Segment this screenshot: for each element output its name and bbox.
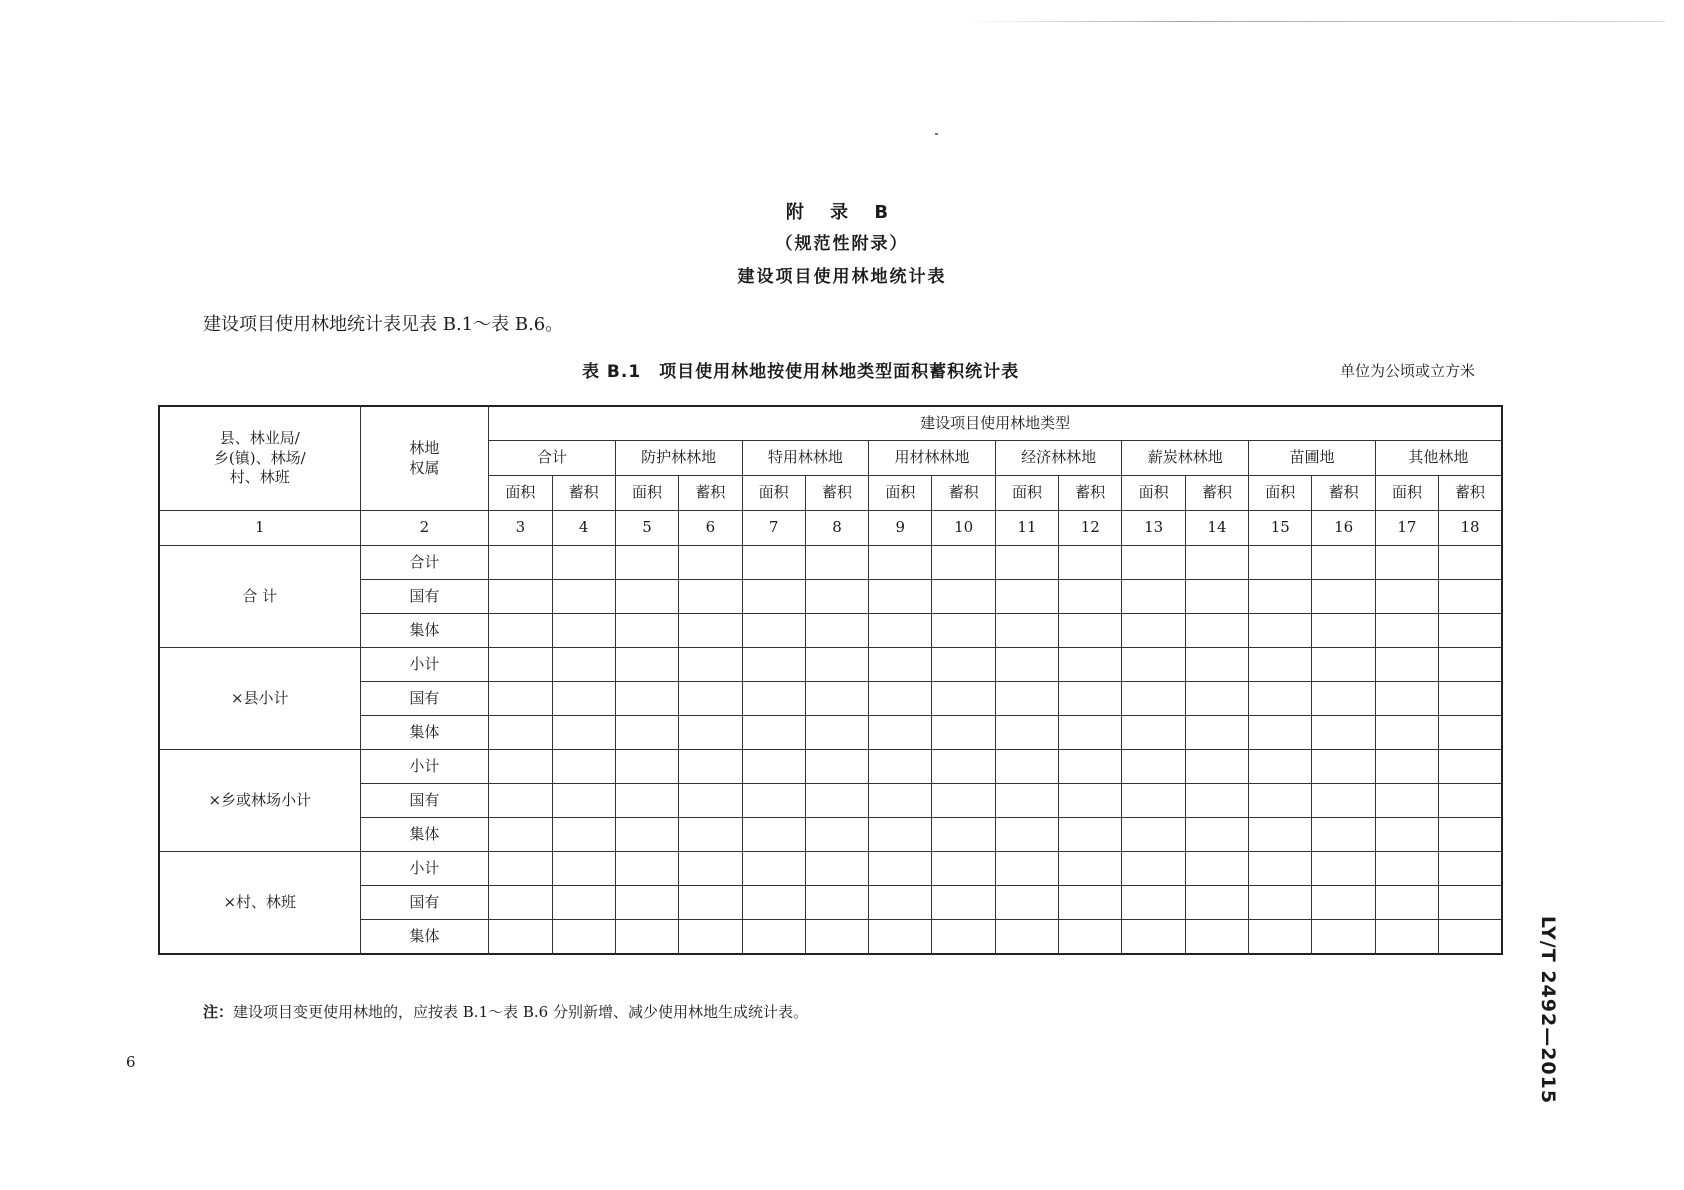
data-cell [1439,614,1502,648]
data-cell [932,716,995,750]
data-cell [932,852,995,886]
data-cell [1249,852,1312,886]
data-cell [1249,614,1312,648]
data-cell [1249,784,1312,818]
data-cell [679,614,742,648]
data-cell [1439,852,1502,886]
data-cell [1059,682,1122,716]
header-area: 面积 [1122,476,1185,511]
data-cell [552,580,615,614]
table-unit: 单位为公顷或立方米 [1340,362,1476,380]
data-cell [995,614,1058,648]
data-cell [932,682,995,716]
header-area: 面积 [742,476,805,511]
column-number: 7 [742,511,805,546]
data-cell [679,852,742,886]
table-row [159,920,1502,955]
data-cell [995,818,1058,852]
data-cell [869,580,932,614]
data-cell [995,580,1058,614]
data-cell [932,920,995,955]
data-cell [489,886,552,920]
data-cell [869,546,932,580]
data-cell [995,784,1058,818]
header-volume: 蓄积 [932,476,995,511]
data-cell [1375,818,1438,852]
data-cell [1122,716,1185,750]
data-cell [679,716,742,750]
data-cell [679,886,742,920]
header-area: 面积 [489,476,552,511]
data-cell [1185,614,1248,648]
appendix-subtitle: （规范性附录） [775,234,909,254]
data-cell [805,682,868,716]
data-cell [1249,682,1312,716]
column-number: 5 [615,511,678,546]
data-cell [489,852,552,886]
data-cell [1312,852,1375,886]
data-cell [489,920,552,955]
data-cell [1312,682,1375,716]
column-number: 4 [552,511,615,546]
row-ownership: 合计 [360,546,489,580]
data-cell [489,818,552,852]
data-cell [1185,546,1248,580]
data-cell [552,716,615,750]
data-cell [1312,818,1375,852]
header-volume: 蓄积 [1439,476,1502,511]
data-cell [489,546,552,580]
data-cell [679,818,742,852]
header-area: 面积 [995,476,1058,511]
data-cell [995,716,1058,750]
data-cell [805,648,868,682]
appendix-heading: 建设项目使用林地统计表 [737,267,947,287]
column-number: 6 [679,511,742,546]
data-cell [489,682,552,716]
column-number: 11 [995,511,1058,546]
data-cell [932,750,995,784]
column-number: 9 [869,511,932,546]
table-row [159,682,1502,716]
data-cell [1375,750,1438,784]
data-cell [1249,886,1312,920]
data-cell [1122,920,1185,955]
row-region-name: 合 计 [159,546,360,648]
row-ownership: 集体 [360,818,489,852]
data-cell [615,750,678,784]
table-row [159,546,1502,580]
data-cell [1439,648,1502,682]
data-cell [679,648,742,682]
data-cell [869,852,932,886]
data-cell [552,852,615,886]
data-cell [869,716,932,750]
data-cell [1059,648,1122,682]
data-cell [1059,920,1122,955]
data-cell [742,886,805,920]
data-cell [679,580,742,614]
data-cell [552,920,615,955]
header-area: 面积 [615,476,678,511]
data-cell [1249,716,1312,750]
header-area: 面积 [1375,476,1438,511]
header-line: 村、林班 [229,468,290,487]
data-cell [679,784,742,818]
column-number: 16 [1312,511,1375,546]
data-cell [1439,716,1502,750]
appendix-title: 附 录 B [785,202,899,223]
data-cell [805,852,868,886]
header-volume: 蓄积 [1185,476,1248,511]
data-cell [869,784,932,818]
column-number: 10 [932,511,995,546]
row-ownership: 集体 [360,716,489,750]
data-cell [742,784,805,818]
data-cell [1059,614,1122,648]
header-line: 乡(镇)、林场/ [213,448,306,467]
row-ownership: 小计 [360,852,489,886]
data-cell [1312,614,1375,648]
data-cell [995,682,1058,716]
data-cell [1375,614,1438,648]
row-ownership: 集体 [360,920,489,955]
column-number: 14 [1185,511,1248,546]
data-cell [552,614,615,648]
data-cell [742,648,805,682]
header-volume: 蓄积 [1312,476,1375,511]
header-group: 建设项目使用林地类型 [489,406,1502,441]
data-cell [742,852,805,886]
data-cell [805,580,868,614]
data-cell [995,546,1058,580]
data-cell [679,750,742,784]
data-cell [1375,580,1438,614]
data-cell [995,648,1058,682]
header-area: 面积 [1249,476,1312,511]
column-number: 3 [489,511,552,546]
table-row [159,614,1502,648]
data-cell [615,580,678,614]
data-cell [805,750,868,784]
data-cell [932,546,995,580]
data-cell [1185,852,1248,886]
table-row [159,716,1502,750]
data-cell [1122,852,1185,886]
data-cell [1185,886,1248,920]
data-cell [1185,920,1248,955]
data-cell [932,614,995,648]
data-cell [552,750,615,784]
header-volume: 蓄积 [679,476,742,511]
note-text: 建设项目变更使用林地的，应按表 B.1～表 B.6 分别新增、减少使用林地生成统计表。 [233,1003,808,1021]
data-cell [1312,716,1375,750]
data-cell [615,852,678,886]
data-cell [1439,886,1502,920]
row-region-name: ×县小计 [159,648,360,750]
data-cell [1122,580,1185,614]
column-number: 1 [159,511,360,546]
data-cell [1059,716,1122,750]
header-type: 合计 [489,441,616,476]
data-cell [1249,580,1312,614]
table-row [159,750,1502,784]
intro-text: 建设项目使用林地统计表见表 B.1～表 B.6。 [203,314,564,335]
data-cell [1312,750,1375,784]
data-cell [489,716,552,750]
data-cell [679,546,742,580]
data-cell [1249,750,1312,784]
data-cell [995,750,1058,784]
data-cell [552,818,615,852]
data-cell [1375,886,1438,920]
header-type: 用材林林地 [869,441,996,476]
page-number: 9 [126,1052,136,1070]
table-row [159,648,1502,682]
data-cell [615,546,678,580]
data-cell [1249,920,1312,955]
data-cell [1312,648,1375,682]
data-cell [615,818,678,852]
data-cell [742,716,805,750]
data-cell [615,784,678,818]
scan-artifact-line [965,21,1665,22]
data-cell [1375,682,1438,716]
data-cell [1249,546,1312,580]
column-number: 8 [805,511,868,546]
data-cell [1185,750,1248,784]
header-ownership [360,406,489,511]
data-cell [679,920,742,955]
row-ownership: 小计 [360,648,489,682]
data-cell [805,614,868,648]
column-number: 18 [1439,511,1502,546]
column-number: 17 [1375,511,1438,546]
data-cell [1122,784,1185,818]
data-cell [805,886,868,920]
document-code: LY/T 2492—2015 [1537,915,1559,1105]
data-cell [1122,886,1185,920]
data-cell [552,546,615,580]
data-cell [932,580,995,614]
row-region-name: ×乡或林场小计 [159,750,360,852]
table-note [203,1001,808,1022]
data-cell [679,682,742,716]
data-cell [489,750,552,784]
data-cell [1375,784,1438,818]
data-cell [489,580,552,614]
data-cell [1375,648,1438,682]
header-volume: 蓄积 [552,476,615,511]
data-cell [1185,580,1248,614]
data-cell [1059,546,1122,580]
data-cell [805,784,868,818]
data-cell [805,920,868,955]
data-cell [1375,546,1438,580]
row-ownership: 集体 [360,614,489,648]
data-cell [1375,852,1438,886]
header-region [159,406,360,511]
table-row [159,784,1502,818]
data-cell [932,886,995,920]
table-row [159,852,1502,886]
header-type: 薪炭林林地 [1122,441,1249,476]
data-cell [869,614,932,648]
row-ownership: 国有 [360,784,489,818]
data-cell [1122,750,1185,784]
table-row [159,886,1502,920]
header-line: 权属 [409,458,440,477]
data-cell [1059,750,1122,784]
data-cell [1185,682,1248,716]
header-line: 县、林业局/ [219,429,300,448]
data-cell [489,784,552,818]
data-cell [1312,580,1375,614]
data-cell [742,580,805,614]
data-cell [742,818,805,852]
column-number: 15 [1249,511,1312,546]
data-cell [1059,784,1122,818]
data-cell [805,716,868,750]
table-row [159,818,1502,852]
data-cell [615,716,678,750]
data-cell [1249,648,1312,682]
data-cell [742,546,805,580]
row-ownership: 国有 [360,886,489,920]
data-cell [869,920,932,955]
row-ownership: 国有 [360,580,489,614]
data-cell [869,886,932,920]
table-caption: 表 B.1 项目使用林地按使用林地类型面积蓄积统计表 [582,362,1020,382]
header-type: 苗圃地 [1249,441,1376,476]
data-cell [1122,648,1185,682]
data-cell [869,648,932,682]
data-cell [1375,920,1438,955]
column-number: 12 [1059,511,1122,546]
data-cell [1312,920,1375,955]
data-cell [1439,750,1502,784]
data-cell [805,818,868,852]
data-cell [1312,886,1375,920]
data-cell [932,648,995,682]
column-number: 13 [1122,511,1185,546]
data-cell [1059,886,1122,920]
header-type: 特用林林地 [742,441,869,476]
data-cell [615,614,678,648]
data-cell [1312,784,1375,818]
data-cell [1439,818,1502,852]
data-cell [1439,920,1502,955]
data-cell [615,920,678,955]
data-cell [932,784,995,818]
data-cell [1122,614,1185,648]
data-cell [805,546,868,580]
data-cell [489,648,552,682]
data-cell [1312,546,1375,580]
data-cell [1439,682,1502,716]
table-row [159,580,1502,614]
data-cell [1185,784,1248,818]
data-cell [742,614,805,648]
statistics-table [158,405,1503,955]
data-cell [1122,546,1185,580]
data-cell [869,818,932,852]
header-volume: 蓄积 [1059,476,1122,511]
scan-speck [935,133,938,135]
header-type: 防护林林地 [615,441,742,476]
row-region-name: ×村、林班 [159,852,360,955]
header-volume: 蓄积 [805,476,868,511]
data-cell [1059,852,1122,886]
data-cell [932,818,995,852]
data-cell [552,682,615,716]
data-cell [869,750,932,784]
column-number: 2 [360,511,489,546]
data-cell [742,682,805,716]
row-ownership: 国有 [360,682,489,716]
data-cell [552,648,615,682]
data-cell [1185,648,1248,682]
data-cell [1249,818,1312,852]
data-cell [1122,818,1185,852]
data-cell [742,920,805,955]
data-cell [1059,580,1122,614]
row-ownership: 小计 [360,750,489,784]
header-line: 林地 [409,439,440,457]
note-label: 注： [203,1003,234,1021]
data-cell [995,852,1058,886]
data-cell [552,784,615,818]
data-cell [1439,546,1502,580]
data-cell [1059,818,1122,852]
data-cell [1185,716,1248,750]
data-cell [552,886,615,920]
data-cell [489,614,552,648]
header-type: 其他林地 [1375,441,1502,476]
data-cell [995,886,1058,920]
data-cell [1439,580,1502,614]
data-cell [995,920,1058,955]
data-cell [1122,682,1185,716]
data-cell [1375,716,1438,750]
header-area: 面积 [869,476,932,511]
data-cell [615,886,678,920]
data-cell [615,648,678,682]
data-cell [1185,818,1248,852]
header-type: 经济林林地 [995,441,1122,476]
data-cell [1439,784,1502,818]
data-cell [869,682,932,716]
data-cell [615,682,678,716]
data-cell [742,750,805,784]
